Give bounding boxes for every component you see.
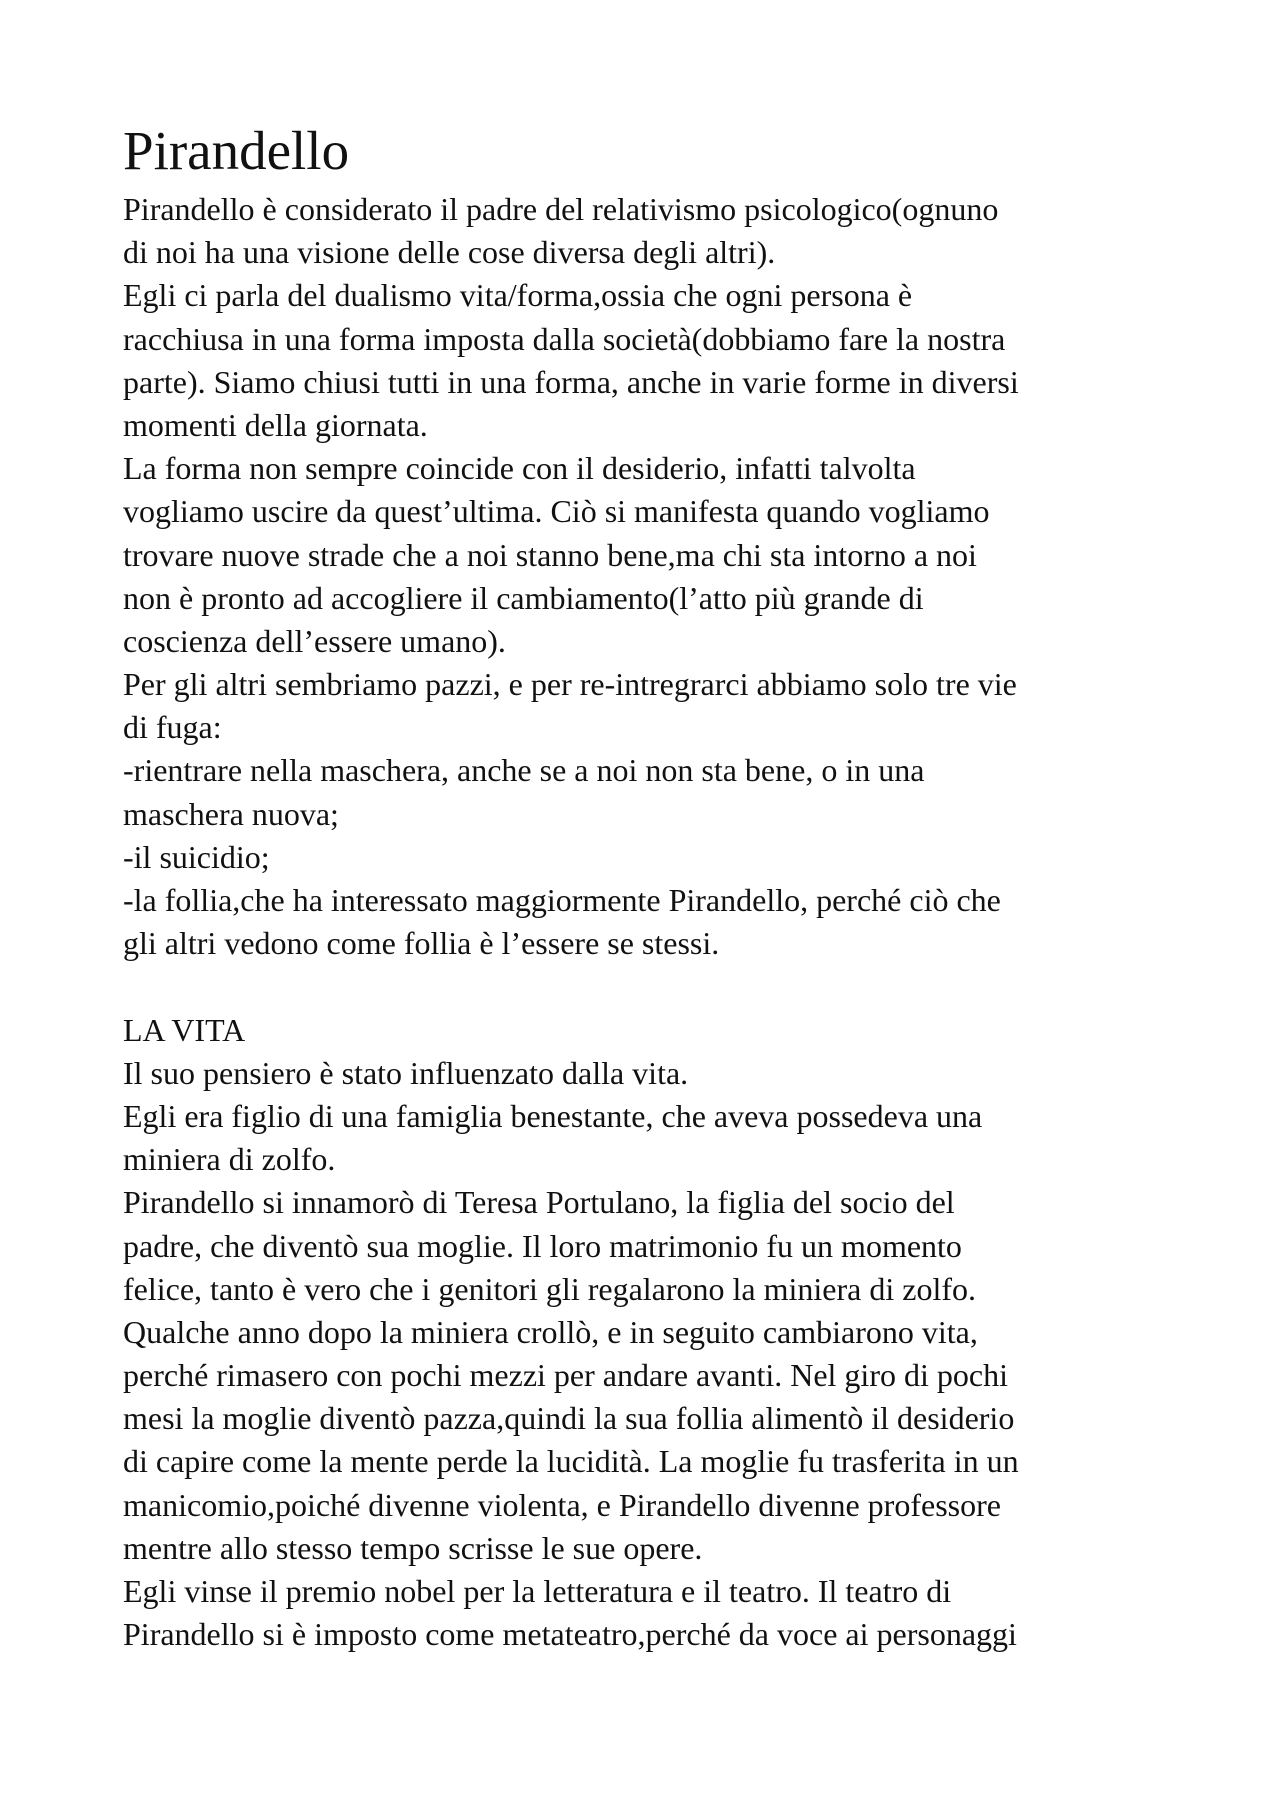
text-line: miniera di zolfo.: [123, 1141, 336, 1178]
text-line: Qualche anno dopo la miniera crollò, e in seguito cambiarono vita,: [123, 1313, 978, 1350]
text-line: Il suo pensiero è stato influenzato dalla vita.: [123, 1054, 689, 1091]
text-line: coscienza dell’essere umano).: [123, 622, 506, 659]
text-line: di capire come la mente perde la lucidità. La moglie fu trasferita in un: [123, 1443, 1019, 1480]
text-line: gli altri vedono come follia è l’essere se stessi.: [123, 925, 720, 962]
text-line: parte). Siamo chiusi tutti in una forma, anche in varie forme in diversi: [123, 363, 1019, 400]
text-line: mentre allo stesso tempo scrisse le sue opere.: [123, 1529, 703, 1566]
text-line: -rientrare nella maschera, anche se a noi non sta bene, o in una: [123, 752, 925, 789]
text-line: momenti della giornata.: [123, 406, 428, 443]
text-line: -la follia,che ha interessato maggiormente Pirandello, perché ciò che: [123, 882, 1001, 918]
document-title: Pirandello: [123, 120, 350, 181]
text-line: Pirandello è considerato il padre del relativismo psicologico(ognuno: [123, 191, 999, 227]
section-heading: LA VITA: [123, 1011, 246, 1048]
text-line: Pirandello si è imposto come metateatro,perché da voce ai personaggi: [123, 1616, 1017, 1653]
text-line: padre, che diventò sua moglie. Il loro matrimonio fu un momento: [123, 1227, 962, 1264]
document-page: [123, 118, 1173, 1656]
text-line: felice, tanto è vero che i genitori gli regalarono la miniera di zolfo.: [123, 1270, 976, 1307]
document-body: [123, 188, 1173, 1656]
text-line: mesi la moglie diventò pazza,quindi la sua follia alimentò il desiderio: [123, 1400, 1015, 1437]
text-line: trovare nuove strade che a noi stanno bene,ma chi sta intorno a noi: [123, 536, 977, 573]
text-line: di fuga:: [123, 709, 222, 746]
text-line: Egli ci parla del dualismo vita/forma,ossia che ogni persona è: [123, 277, 913, 314]
text-line: Per gli altri sembriamo pazzi, e per re-intregrarci abbiamo solo tre vie: [123, 666, 1017, 703]
text-line: manicomio,poiché divenne violenta, e Pirandello divenne professore: [123, 1486, 1001, 1523]
text-line: -il suicidio;: [123, 838, 270, 875]
text-line: vogliamo uscire da quest’ultima. Ciò si manifesta quando vogliamo: [123, 493, 990, 530]
text-line: maschera nuova;: [123, 795, 339, 832]
text-line: Egli vinse il premio nobel per la letteratura e il teatro. Il teatro di: [123, 1573, 952, 1609]
text-line: di noi ha una visione delle cose diversa degli altri).: [123, 234, 776, 271]
text-line: La forma non sempre coincide con il desiderio, infatti talvolta: [123, 450, 916, 487]
text-line: perché rimasero con pochi mezzi per andare avanti. Nel giro di pochi: [123, 1357, 1008, 1394]
blank-line: [123, 965, 1173, 1008]
text-line: Pirandello si innamorò di Teresa Portulano, la figlia del socio del: [123, 1184, 955, 1221]
text-line: non è pronto ad accogliere il cambiamento(l’atto più grande di: [123, 579, 924, 616]
text-line: Egli era figlio di una famiglia benestante, che aveva possedeva una: [123, 1097, 983, 1134]
text-line: racchiusa in una forma imposta dalla società(dobbiamo fare la nostra: [123, 320, 1006, 357]
